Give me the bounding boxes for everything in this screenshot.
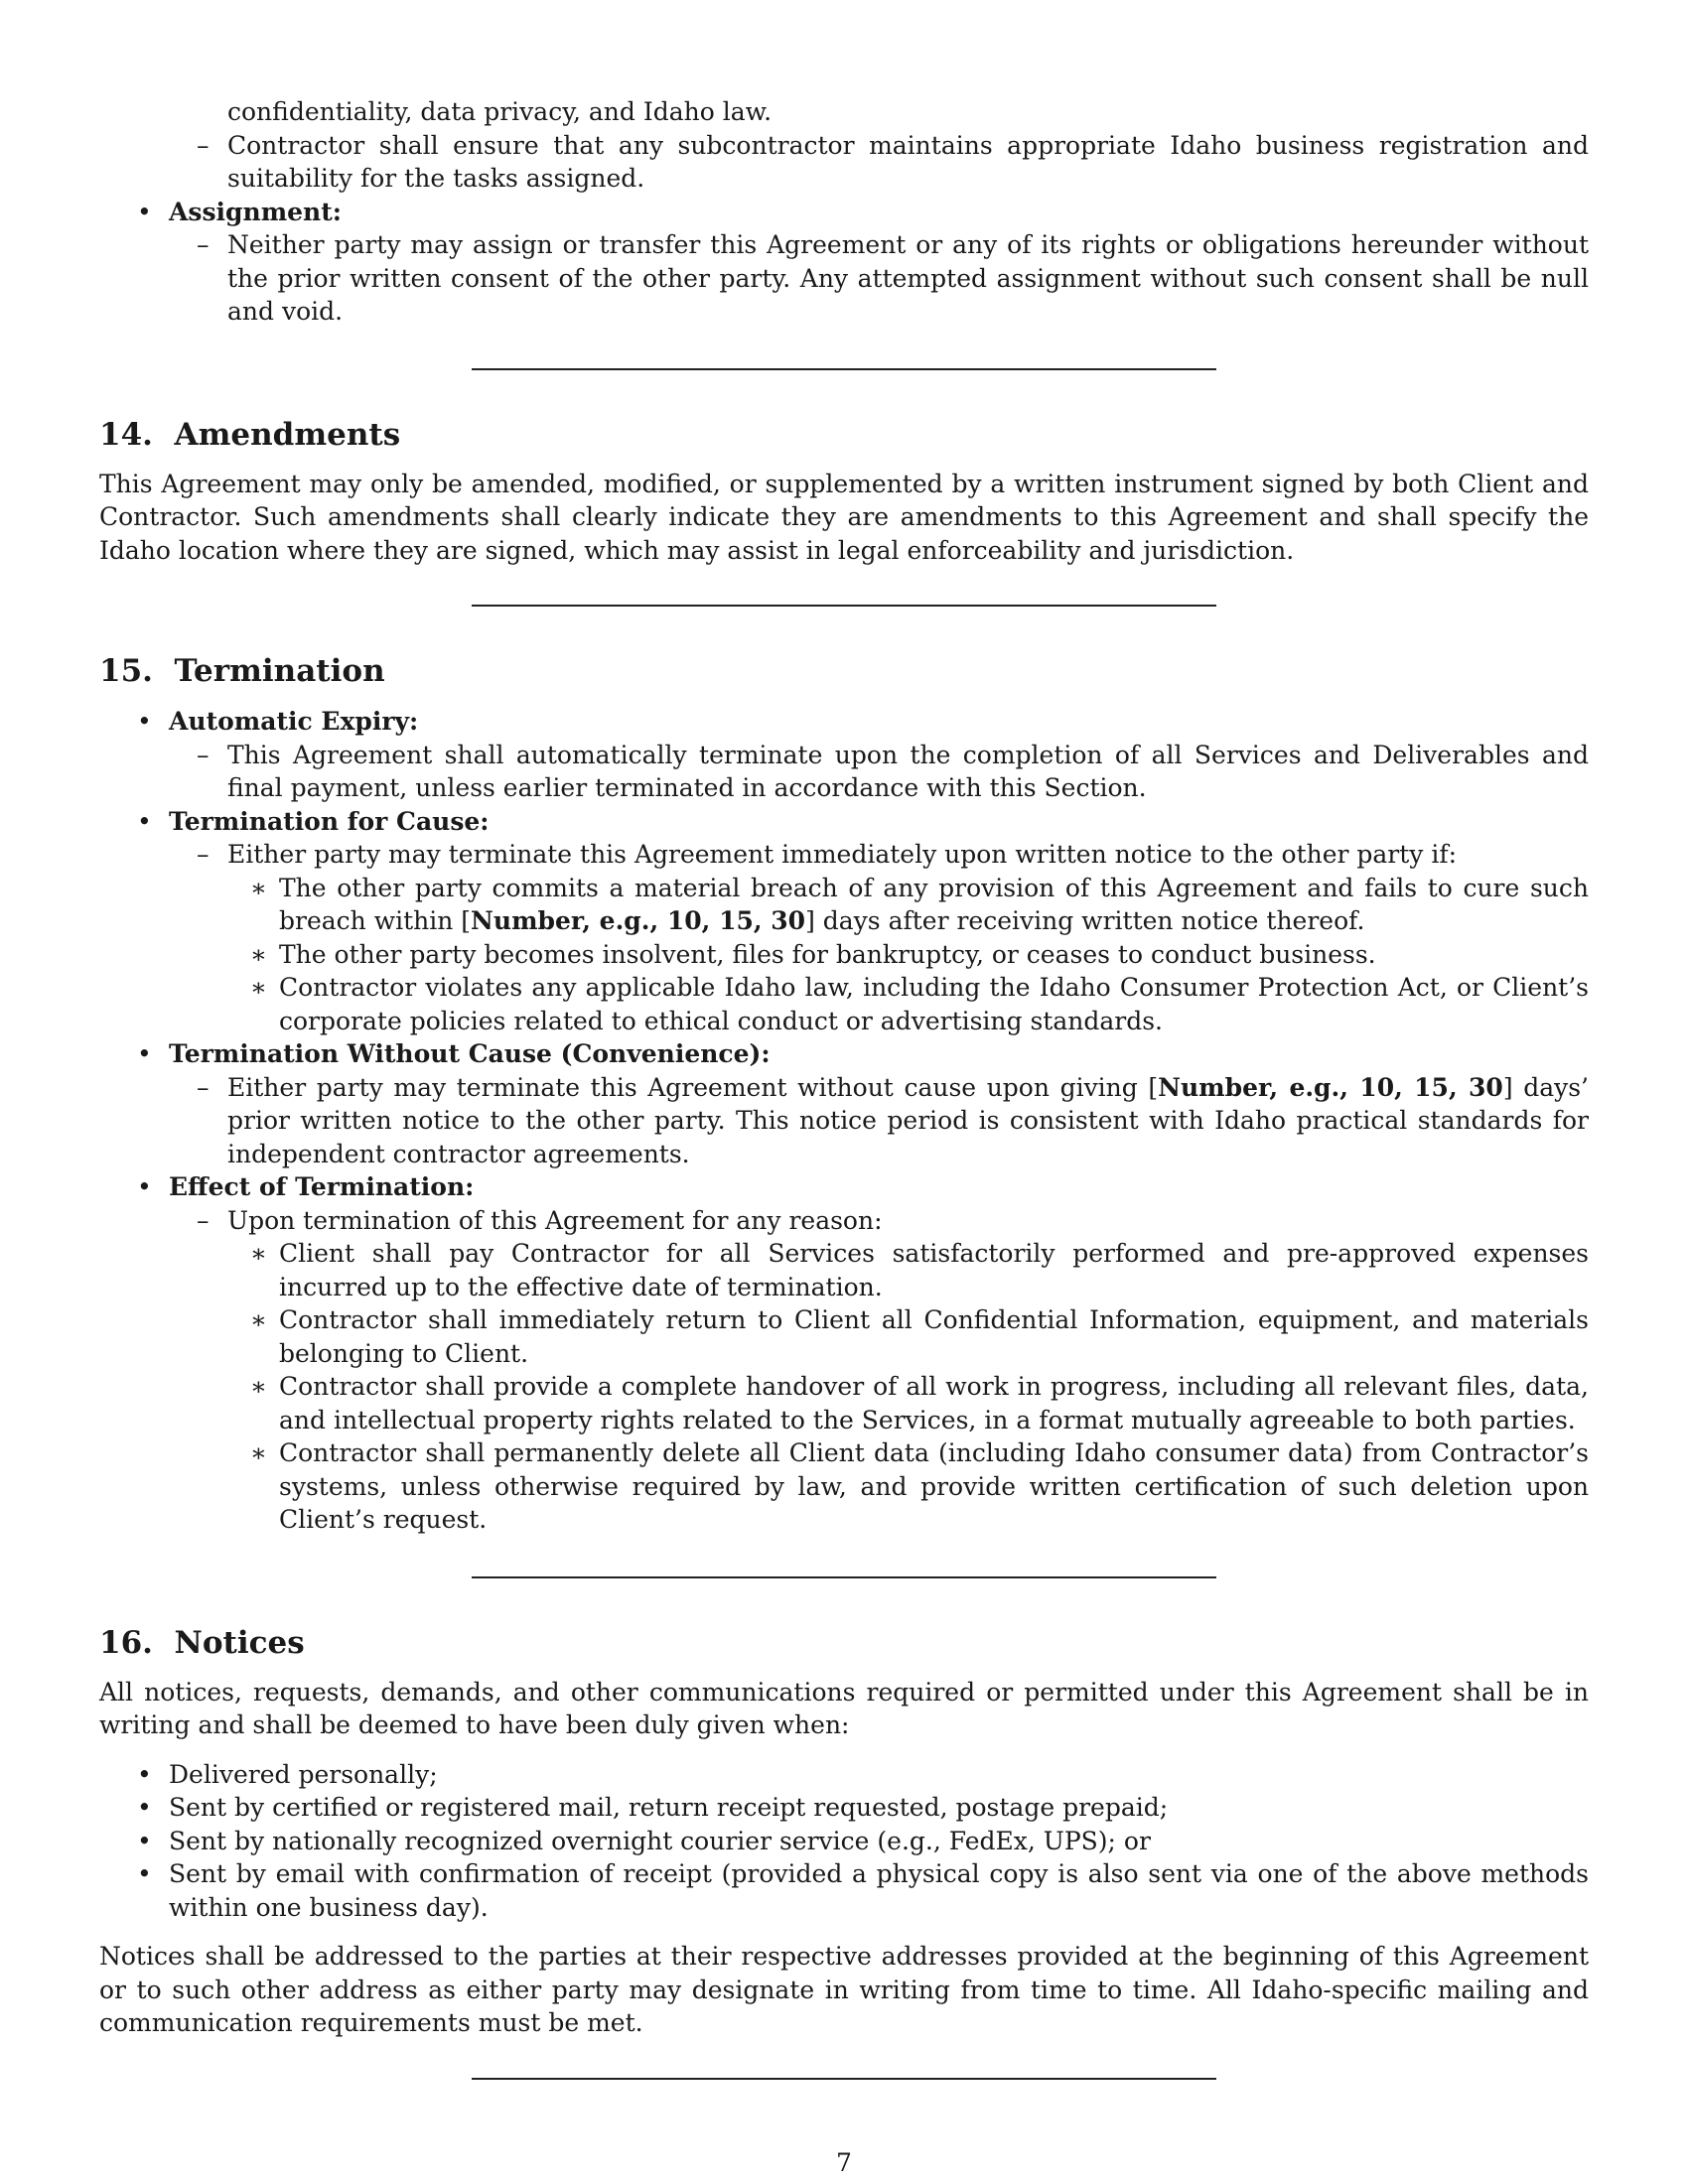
section-16-number: 16. (99, 1624, 153, 1661)
automatic-expiry-text: This Agreement shall automatically terminate upon the completion of all Services and Deliverables and final payment, unless earlier terminated in accordance with this Section. (227, 740, 1589, 802)
automatic-expiry-item (99, 705, 1589, 739)
star-marker: ∗ (250, 1305, 267, 1334)
termination-for-cause-item (99, 805, 1589, 839)
section-16-heading (99, 1623, 1589, 1663)
effect-item (99, 1370, 1589, 1436)
notice-method-text: Sent by certified or registered mail, return receipt requested, postage prepaid; (169, 1793, 1169, 1822)
termination-for-cause-heading: Termination for Cause: (169, 806, 490, 836)
assignment-item (99, 228, 1589, 329)
effect-item (99, 1436, 1589, 1537)
termination-convenience-placeholder: Number, e.g., 10, 15, 30 (1158, 1072, 1503, 1102)
section-15-number: 15. (99, 653, 153, 689)
continued-item (99, 95, 1589, 129)
effect-of-termination-heading: Effect of Termination: (169, 1172, 475, 1201)
star-marker: ∗ (250, 939, 267, 969)
star-marker: ∗ (250, 1239, 267, 1268)
star-marker: ∗ (250, 1372, 267, 1401)
notice-method-item (99, 1857, 1589, 1924)
section-divider (472, 2078, 1216, 2080)
bullet-marker: • (137, 197, 152, 226)
assignment-text: Neither party may assign or transfer this Agreement or any of its rights or obligations hereunder without the prior written consent of the other party. Any attempted assignment without such consent shall be null and void. (227, 230, 1589, 326)
subcontractor-text: Contractor shall ensure that any subcontractor maintains appropriate Idaho business registration and suitability for the tasks assigned. (227, 130, 1589, 193)
section-divider (472, 1576, 1216, 1578)
section-14-number: 14. (99, 416, 153, 453)
notice-method-item (99, 1758, 1589, 1792)
cause-condition-item (99, 971, 1589, 1037)
termination-convenience-pre: Either party may terminate this Agreement without cause upon giving [ (227, 1072, 1159, 1102)
termination-convenience-heading: Termination Without Cause (Convenience): (169, 1039, 771, 1068)
effect-item-text: Contractor shall immediately return to Client all Confidential Information, equipment, and materials belonging to Client. (279, 1305, 1589, 1368)
effect-of-termination-item (99, 1170, 1589, 1204)
assignment-heading-item (99, 196, 1589, 229)
bullet-marker: • (137, 1859, 152, 1888)
effect-item (99, 1237, 1589, 1303)
document-page (99, 95, 1589, 2080)
automatic-expiry-text-item (99, 739, 1589, 805)
cause-condition-violation: Contractor violates any applicable Idaho law, including the Idaho Consumer Protection Act, or Client’s corporate policies related to ethical conduct or advertising standards. (279, 973, 1589, 1035)
section-16-intro: All notices, requests, demands, and other communications required or permitted under this Agreement shall be in writing and shall be deemed to have been duly given when: (99, 1677, 1589, 1739)
cause-condition-breach-pre: The other party commits a material breach of any provision of this Agreement and fails to cure such breach within [ (279, 873, 1589, 935)
termination-convenience-item (99, 1037, 1589, 1071)
section-divider (472, 605, 1216, 607)
cause-condition-item (99, 938, 1589, 972)
star-marker: ∗ (250, 1438, 267, 1467)
dash-marker: – (197, 1205, 210, 1235)
bullet-marker: • (137, 1039, 152, 1068)
section-16-closing: Notices shall be addressed to the parties at their respective addresses provided at the beginning of this Agreement or to such other address as either party may designate in writing from time to time. All Idaho-specific mailing and communication requirements must be met. (99, 1942, 1589, 2037)
dash-marker: – (197, 840, 210, 869)
section-14-title: Amendments (174, 416, 401, 453)
termination-for-cause-intro: Either party may terminate this Agreement immediately upon written notice to the other party if: (227, 840, 1458, 869)
bullet-marker: • (137, 1826, 152, 1855)
notice-method-item (99, 1825, 1589, 1858)
subcontractor-item (99, 129, 1589, 196)
section-14-heading (99, 415, 1589, 455)
termination-convenience-post: ] days’ prior written notice to the other party. This notice period is consistent with Idaho practical standards for independent contractor agreements. (227, 1072, 1589, 1168)
effect-item-text: Contractor shall permanently delete all Client data (including Idaho consumer data) from Contractor’s systems, unless otherwise required by law, and provide written certification of such deletion upon Client’s request. (279, 1438, 1589, 1534)
continued-text: confidentiality, data privacy, and Idaho law. (227, 97, 773, 126)
notice-methods-list (99, 1758, 1589, 1925)
effect-item-text: Client shall pay Contractor for all Services satisfactorily performed and pre-approved expenses incurred up to the effective date of termination. (279, 1239, 1589, 1301)
page-number: 7 (836, 2148, 852, 2177)
bullet-marker: • (137, 806, 152, 836)
termination-for-cause-intro-item (99, 838, 1589, 872)
notice-method-text: Delivered personally; (169, 1759, 438, 1789)
cause-condition-breach-post: ] days after receiving written notice thereof. (805, 906, 1365, 935)
effect-item-text: Contractor shall provide a complete handover of all work in progress, including all relevant files, data, and intellectual property rights related to the Services, in a format mutually agreeable to both parties. (279, 1372, 1589, 1434)
automatic-expiry-heading: Automatic Expiry: (169, 707, 419, 736)
dash-marker: – (197, 130, 210, 160)
section-15-title: Termination (174, 653, 385, 689)
dash-marker: – (197, 1072, 210, 1102)
effect-item (99, 1303, 1589, 1370)
section-15-heading (99, 651, 1589, 691)
section-divider (472, 368, 1216, 370)
notice-method-text: Sent by nationally recognized overnight courier service (e.g., FedEx, UPS); or (169, 1826, 1151, 1855)
section-14-body: This Agreement may only be amended, modified, or supplemented by a written instrument signed by both Client and Contractor. Such amendments shall clearly indicate they are amendments to this Agreement and shall specify the Idaho location where they are signed, which may assist in legal enforceability and jurisdiction. (99, 469, 1589, 565)
bullet-marker: • (137, 1172, 152, 1201)
star-marker: ∗ (250, 973, 267, 1002)
cause-condition-insolvent: The other party becomes insolvent, files for bankruptcy, or ceases to conduct business. (279, 939, 1376, 969)
dash-marker: – (197, 230, 210, 259)
star-marker: ∗ (250, 873, 267, 902)
effect-of-termination-intro-item (99, 1204, 1589, 1238)
bullet-marker: • (137, 707, 152, 736)
notice-method-item (99, 1791, 1589, 1825)
bullet-marker: • (137, 1793, 152, 1822)
assignment-heading: Assignment: (169, 197, 343, 226)
notice-method-text: Sent by email with confirmation of receipt (provided a physical copy is also sent via one of the above methods within one business day). (169, 1859, 1589, 1922)
termination-convenience-text-item (99, 1071, 1589, 1171)
cause-condition-breach-placeholder: Number, e.g., 10, 15, 30 (471, 906, 806, 935)
effect-of-termination-intro: Upon termination of this Agreement for any reason: (227, 1205, 883, 1235)
bullet-marker: • (137, 1759, 152, 1789)
dash-marker: – (197, 740, 210, 769)
cause-condition-item (99, 872, 1589, 938)
section-16-title: Notices (174, 1624, 305, 1661)
